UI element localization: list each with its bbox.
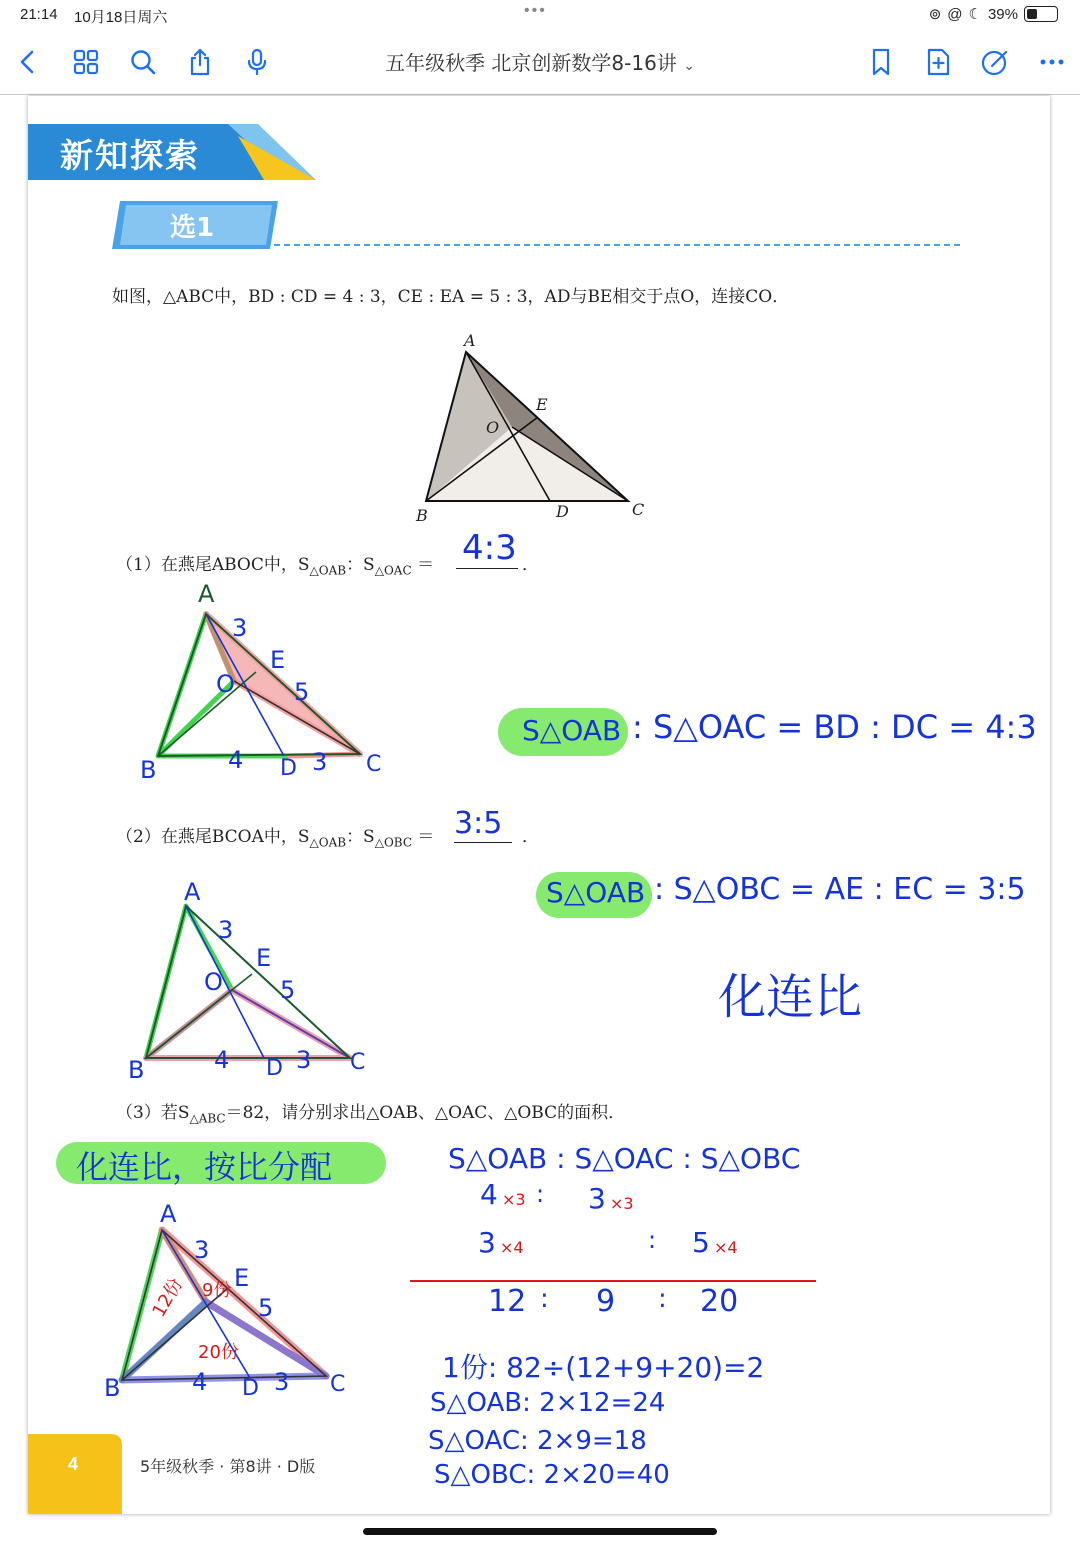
ratio-divider xyxy=(410,1280,816,1282)
calc-line-3: S△OAC: 2×9=18 xyxy=(428,1426,647,1456)
sketch-2 xyxy=(128,886,388,1076)
battery-icon xyxy=(1024,6,1058,22)
sketch1-num-3b: 3 xyxy=(312,748,328,776)
sketch2-label-A: A xyxy=(184,878,201,906)
battery-percent: 39% xyxy=(987,5,1018,23)
status-time: 21:14 xyxy=(20,6,58,23)
subsection-label: 选1 xyxy=(170,213,215,243)
q2-text: （2）在燕尾BCOA中，S xyxy=(116,827,310,847)
ratio-result-c2: : xyxy=(658,1284,667,1314)
note-unify: 化连比 xyxy=(718,969,863,1025)
sketch2-num-5: 5 xyxy=(280,976,296,1004)
ratio-r1-a-mult: ×3 xyxy=(502,1190,526,1209)
sketch1-label-A: A xyxy=(198,580,215,608)
sketch3-num-3a: 3 xyxy=(194,1236,210,1264)
sketch3-label-A: A xyxy=(160,1200,177,1228)
sketch2-num-3a: 3 xyxy=(218,916,234,944)
sketch1-num-5: 5 xyxy=(294,678,310,706)
ratio-r2-a: 3 xyxy=(478,1226,496,1259)
ratio-r1-a: 4 xyxy=(480,1178,498,1211)
q1-answer-blank[interactable] xyxy=(456,568,518,569)
sketch3-area-2: 9份 xyxy=(202,1280,232,1301)
calc-line-4: S△OBC: 2×20=40 xyxy=(434,1460,670,1490)
fig-label-A: A xyxy=(464,331,476,350)
search-icon[interactable] xyxy=(127,46,159,78)
sketch3-label-C: C xyxy=(330,1372,346,1397)
ratio-r2-b: 5 xyxy=(692,1226,710,1259)
sketch3-num-4: 4 xyxy=(192,1368,208,1396)
q2-sub1: △OAB xyxy=(309,835,347,850)
question-3 xyxy=(116,1098,625,1125)
at-icon: @ xyxy=(947,5,963,23)
q1-text: （1）在燕尾ABOC中，S xyxy=(116,555,310,575)
question-2 xyxy=(116,822,434,849)
q3-text: （3）若S xyxy=(116,1103,190,1123)
calc-line-1: 1份: 82÷(12+9+20)=2 xyxy=(442,1351,765,1384)
ratio-result-b: 9 xyxy=(596,1284,616,1319)
ratio-r1-b: 3 xyxy=(588,1182,606,1215)
fig-label-E: E xyxy=(536,395,548,414)
grid-icon[interactable] xyxy=(70,46,102,78)
sketch3-label-D: D xyxy=(242,1376,259,1401)
ratio-header: S△OAB : S△OAC : S△OBC xyxy=(448,1142,801,1175)
share-icon[interactable] xyxy=(184,46,216,78)
note1-rest: : S△OAC = BD : DC = 4:3 xyxy=(632,708,1037,746)
sketch2-num-4: 4 xyxy=(214,1046,230,1074)
fig-label-O: O xyxy=(486,418,500,437)
note2-highlight: S△OAB xyxy=(546,876,646,909)
note1-highlight: S△OAB xyxy=(522,714,622,747)
toolbar xyxy=(0,32,1080,95)
sketch1-label-E: E xyxy=(270,646,286,674)
q1-answer: 4:3 xyxy=(462,528,517,568)
banner-title: 新知探索 xyxy=(60,136,200,175)
ratio-r2-b-mult: ×4 xyxy=(714,1238,738,1257)
sketch1-num-4: 4 xyxy=(228,746,244,774)
dashed-divider xyxy=(274,244,960,246)
ratio-r1-b-mult: ×3 xyxy=(610,1194,634,1213)
document-page[interactable] xyxy=(28,96,1050,1514)
sketch1-label-O: O xyxy=(216,670,235,698)
sketch-3 xyxy=(104,1200,364,1400)
footer-text: 5年级秋季 · 第8讲 · D版 xyxy=(140,1457,316,1476)
fig-label-B: B xyxy=(416,506,428,525)
add-page-icon[interactable] xyxy=(922,46,954,78)
fig-label-C: C xyxy=(632,500,645,519)
ratio-r2-a-mult: ×4 xyxy=(500,1238,524,1257)
ratio-result-c: 20 xyxy=(700,1284,739,1319)
calc-line-2: S△OAB: 2×12=24 xyxy=(430,1388,666,1418)
home-indicator[interactable] xyxy=(363,1528,717,1535)
status-bar xyxy=(0,0,1080,32)
q2-eq: ＝ xyxy=(417,827,435,847)
ratio-result-c1: : xyxy=(540,1284,549,1314)
q1-end: ． xyxy=(522,555,539,575)
sketch1-num-3a: 3 xyxy=(232,614,248,642)
sketch1-label-B: B xyxy=(140,756,157,784)
sketch-1 xyxy=(138,586,398,786)
sketch1-label-D: D xyxy=(280,756,297,781)
bookmark-icon[interactable] xyxy=(865,46,897,78)
q1-eq: ＝ xyxy=(417,555,435,575)
q2-answer-blank[interactable] xyxy=(454,842,512,843)
ratio-result-a: 12 xyxy=(488,1284,527,1319)
q2-end: ． xyxy=(522,827,539,847)
problem-statement: 如图，△ABC中，BD : CD = 4 : 3，CE : EA = 5 : 3，AD与BE相交于点O，连接CO． xyxy=(112,287,790,307)
sketch3-label-B: B xyxy=(104,1374,121,1402)
more-icon[interactable] xyxy=(1036,46,1068,78)
sketch3-area-1: 12份 xyxy=(148,1274,188,1321)
sketch2-label-E: E xyxy=(256,944,272,972)
status-date: 10月18日周六 xyxy=(74,9,168,26)
q2-sub2: △OBC xyxy=(374,835,413,850)
sketch2-label-B: B xyxy=(128,1056,145,1084)
ratio-r2-colon: : xyxy=(648,1226,657,1254)
subsection-tab xyxy=(112,199,282,255)
page-number-tab xyxy=(28,1434,122,1514)
q1-sub1: △OAB xyxy=(309,563,347,578)
page-number: 4 xyxy=(68,1454,79,1474)
back-chevron-icon[interactable] xyxy=(12,46,44,78)
document-title-text: 五年级秋季 北京创新数学8-16讲 xyxy=(385,51,677,75)
ratio-r1-colon: : xyxy=(536,1180,545,1208)
sketch2-label-C: C xyxy=(350,1050,366,1075)
q2-answer: 3:5 xyxy=(454,806,503,841)
sketch2-label-D: D xyxy=(266,1056,283,1081)
sketch3-label-E: E xyxy=(234,1264,250,1292)
sketch2-label-O: O xyxy=(204,968,223,996)
sketch3-num-5: 5 xyxy=(258,1294,274,1322)
question-1 xyxy=(116,550,434,577)
chevron-down-icon: ⌄ xyxy=(683,58,695,74)
fig-label-D: D xyxy=(556,502,569,521)
section-banner xyxy=(28,122,328,186)
q1-sub2: △OAC xyxy=(374,563,412,578)
note2-rest: : S△OBC = AE : EC = 3:5 xyxy=(654,872,1026,907)
link-icon: ⊚ xyxy=(928,6,942,23)
sketch3-num-3b: 3 xyxy=(274,1368,290,1396)
moon-icon: ☾ xyxy=(968,6,982,23)
sketch2-num-3b: 3 xyxy=(296,1046,312,1074)
status-right xyxy=(929,5,1058,23)
triangle-figure xyxy=(408,326,668,526)
q3-rest: ＝82，请分别求出△OAB、△OAC、△OBC的面积． xyxy=(225,1103,626,1123)
document-title[interactable] xyxy=(340,47,740,76)
microphone-icon[interactable] xyxy=(241,46,273,78)
sketch1-label-C: C xyxy=(366,752,382,777)
q3-sub: △ABC xyxy=(189,1111,226,1126)
note3-highlight: 化连比，按比分配 xyxy=(76,1148,333,1186)
sketch3-area-3: 20份 xyxy=(198,1342,239,1363)
multitask-dots-icon[interactable]: ••• xyxy=(524,2,547,19)
q2-colon: ：S xyxy=(346,827,375,847)
markup-pen-icon[interactable] xyxy=(979,46,1011,78)
q1-colon: ：S xyxy=(346,555,375,575)
